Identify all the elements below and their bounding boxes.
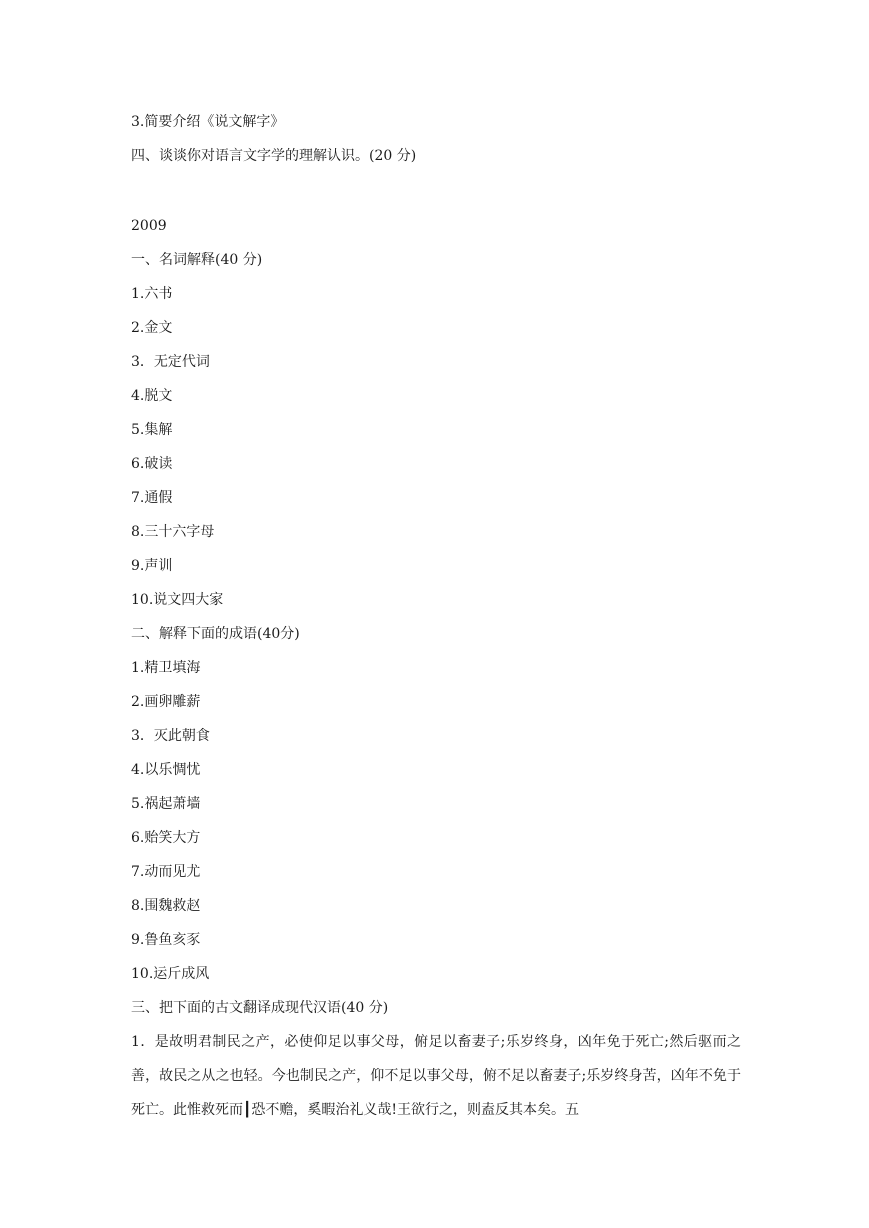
term-item: 9.声训: [131, 558, 173, 574]
idiom-item: 8.围魏救赵: [131, 898, 201, 914]
term-item: 10.说文四大家: [131, 592, 224, 608]
idiom-item: 4.以乐惆忧: [131, 762, 201, 778]
idiom-item: 5.祸起萧墙: [131, 796, 201, 812]
section-heading: 二、解释下面的成语(40分): [131, 626, 300, 642]
idiom-item: 7.动而见尤: [131, 864, 201, 880]
term-item: 7.通假: [131, 490, 173, 506]
translation-passage: 1．是故明君制民之产，必使仰足以事父母，俯足以畜妻子;乐岁终身，凶年免于死亡;然后驱而之善，故民之从之也轻。今也制民之产，仰不足以事父母，俯不足以畜妻子;乐岁终身苦，凶年不免于死亡。此惟救死而┃恐不赡，奚暇治礼义哉!王欲行之，则盍反其本矣。五: [131, 1034, 741, 1118]
term-item: 8.三十六字母: [131, 524, 215, 540]
idiom-item: 10.运斤成风: [131, 966, 210, 982]
section-heading: 三、把下面的古文翻译成现代汉语(40 分): [131, 1000, 389, 1016]
term-item: 3．无定代词: [131, 354, 210, 370]
year-heading: 2009: [131, 218, 167, 234]
idiom-item: 3．灭此朝食: [131, 728, 210, 744]
document-page: [131, 112, 741, 1127]
term-item: 4.脱文: [131, 388, 173, 404]
term-item: 6.破读: [131, 456, 173, 472]
spacer: [131, 180, 741, 216]
section-heading: 四、谈谈你对语言文字学的理解认识。(20 分): [131, 148, 417, 164]
idiom-item: 6.贻笑大方: [131, 830, 201, 846]
idiom-item: 1.精卫填海: [131, 660, 201, 676]
idiom-item: 9.鲁鱼亥豕: [131, 932, 201, 948]
term-item: 5.集解: [131, 422, 173, 438]
idiom-item: 2.画卵雕薪: [131, 694, 201, 710]
term-item: 2.金文: [131, 320, 173, 336]
section-heading: 一、名词解释(40 分): [131, 252, 263, 268]
question-item: 3.简要介绍《说文解字》: [131, 114, 285, 130]
term-item: 1.六书: [131, 286, 173, 302]
